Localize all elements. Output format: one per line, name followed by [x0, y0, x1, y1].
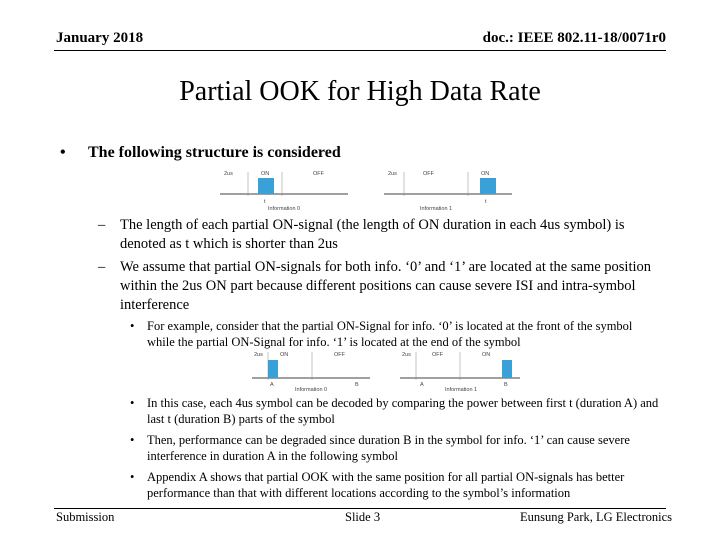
label-info1: Information 1 — [420, 206, 453, 212]
dash-marker: – — [98, 217, 106, 233]
diagram-info1 — [384, 171, 512, 212]
label-on: ON — [482, 352, 491, 358]
label-b: B — [355, 382, 359, 388]
label-on: ON — [280, 352, 289, 358]
structure-diagram — [218, 166, 518, 212]
label-info0: Information 0 — [268, 206, 301, 212]
label-2us: 2us — [402, 352, 411, 358]
on-signal-block — [502, 360, 512, 378]
footer-author: Eunsung Park, LG Electronics — [519, 510, 672, 524]
label-on: ON — [481, 171, 490, 177]
label-2us: 2us — [254, 352, 263, 358]
on-signal-block — [480, 178, 496, 194]
dot-marker: • — [130, 433, 135, 447]
dot-marker: • — [130, 319, 135, 333]
on-signal-block — [258, 178, 274, 194]
label-off: OFF — [334, 352, 345, 358]
diagram2-info1 — [400, 352, 520, 393]
label-info1: Information 1 — [445, 387, 478, 393]
label-a: A — [420, 382, 424, 388]
bullet-text: The following structure is considered — [88, 144, 341, 161]
dot-marker: • — [130, 396, 135, 410]
header-date: January 2018 — [56, 30, 144, 46]
diagram2-info0 — [252, 352, 370, 393]
sub-sub-bullet-text: For example, consider that the partial ON-Signal for info. ‘0’ is located at the front of the symbol while the partial ON-Signal for info. ‘1’ is located at the end of the symbol — [147, 319, 633, 349]
label-on: ON — [261, 171, 270, 177]
label-2us: 2us — [224, 171, 233, 177]
diagram-info0 — [220, 171, 348, 212]
bullet-marker: • — [60, 144, 66, 161]
label-2us: 2us — [388, 171, 397, 177]
label-b: B — [504, 382, 508, 388]
sub-sub-bullet-text: Then, performance can be degraded since duration B in the symbol for info. ‘1’ can cause severe interference in duration A in the following symbol — [147, 433, 630, 463]
footer-submission: Submission — [56, 510, 115, 524]
label-info0: Information 0 — [295, 387, 328, 393]
label-off: OFF — [423, 171, 434, 177]
sub-bullet-text: The length of each partial ON-signal (the length of ON duration in each 4us symbol) is denoted as t which is shorter than 2us — [120, 217, 625, 252]
example-diagram — [250, 346, 530, 394]
label-t: t — [264, 199, 266, 205]
header-divider — [54, 50, 666, 51]
footer-slide-number: Slide 3 — [345, 510, 381, 524]
dot-marker: • — [130, 470, 135, 484]
label-a: A — [270, 382, 274, 388]
footer-divider — [54, 508, 666, 509]
label-off: OFF — [313, 171, 324, 177]
slide-title: Partial OOK for High Data Rate — [179, 76, 541, 107]
dash-marker: – — [98, 259, 106, 275]
label-t: t — [485, 199, 487, 205]
on-signal-block — [268, 360, 278, 378]
sub-sub-bullet-text: In this case, each 4us symbol can be decoded by comparing the power between first t (duration A) and last t (duration B) parts of the symbol — [147, 396, 659, 426]
header-doc-id: doc.: IEEE 802.11-18/0071r0 — [482, 30, 666, 46]
label-off: OFF — [432, 352, 443, 358]
sub-sub-bullet-text: Appendix A shows that partial OOK with the same position for all partial ON-signals has better performance than that with different locations according to the symbol’s information — [147, 470, 625, 500]
sub-bullet-text: We assume that partial ON-signals for both info. ‘0’ and ‘1’ are located at the same position within the 2us ON part because different positions can cause severe ISI and intra-symbol interference — [120, 259, 652, 313]
